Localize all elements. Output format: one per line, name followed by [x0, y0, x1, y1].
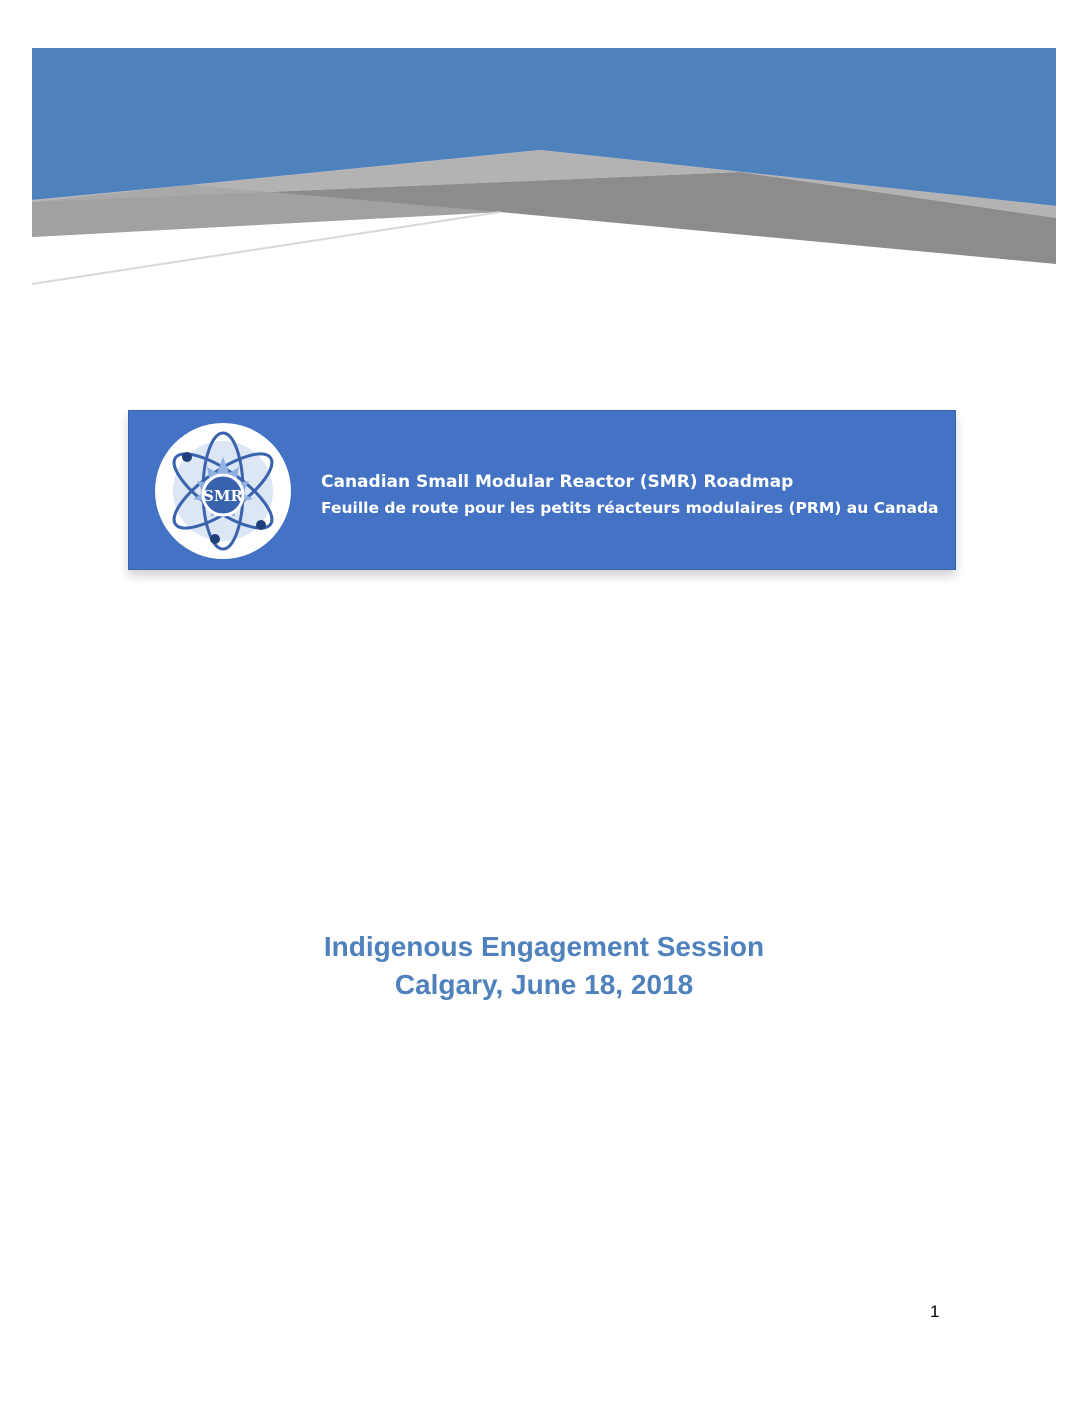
smr-roadmap-banner	[128, 410, 956, 570]
session-title-line2: Calgary, June 18, 2018	[394, 969, 694, 1000]
banner-title-english: Canadian Small Modular Reactor (SMR) Roadmap	[321, 472, 794, 492]
atom-maple-leaf-logo-icon	[153, 421, 293, 561]
logo-label: SMR	[203, 487, 243, 505]
header-decoration	[0, 0, 1088, 300]
session-title	[0, 928, 1088, 1004]
banner-text	[321, 469, 939, 521]
session-title-line1: Indigenous Engagement Session	[323, 931, 765, 962]
banner-title-french: Feuille de route pour les petits réacteurs modulaires (PRM) au Canada	[321, 499, 939, 517]
page-number: 1	[930, 1302, 940, 1321]
